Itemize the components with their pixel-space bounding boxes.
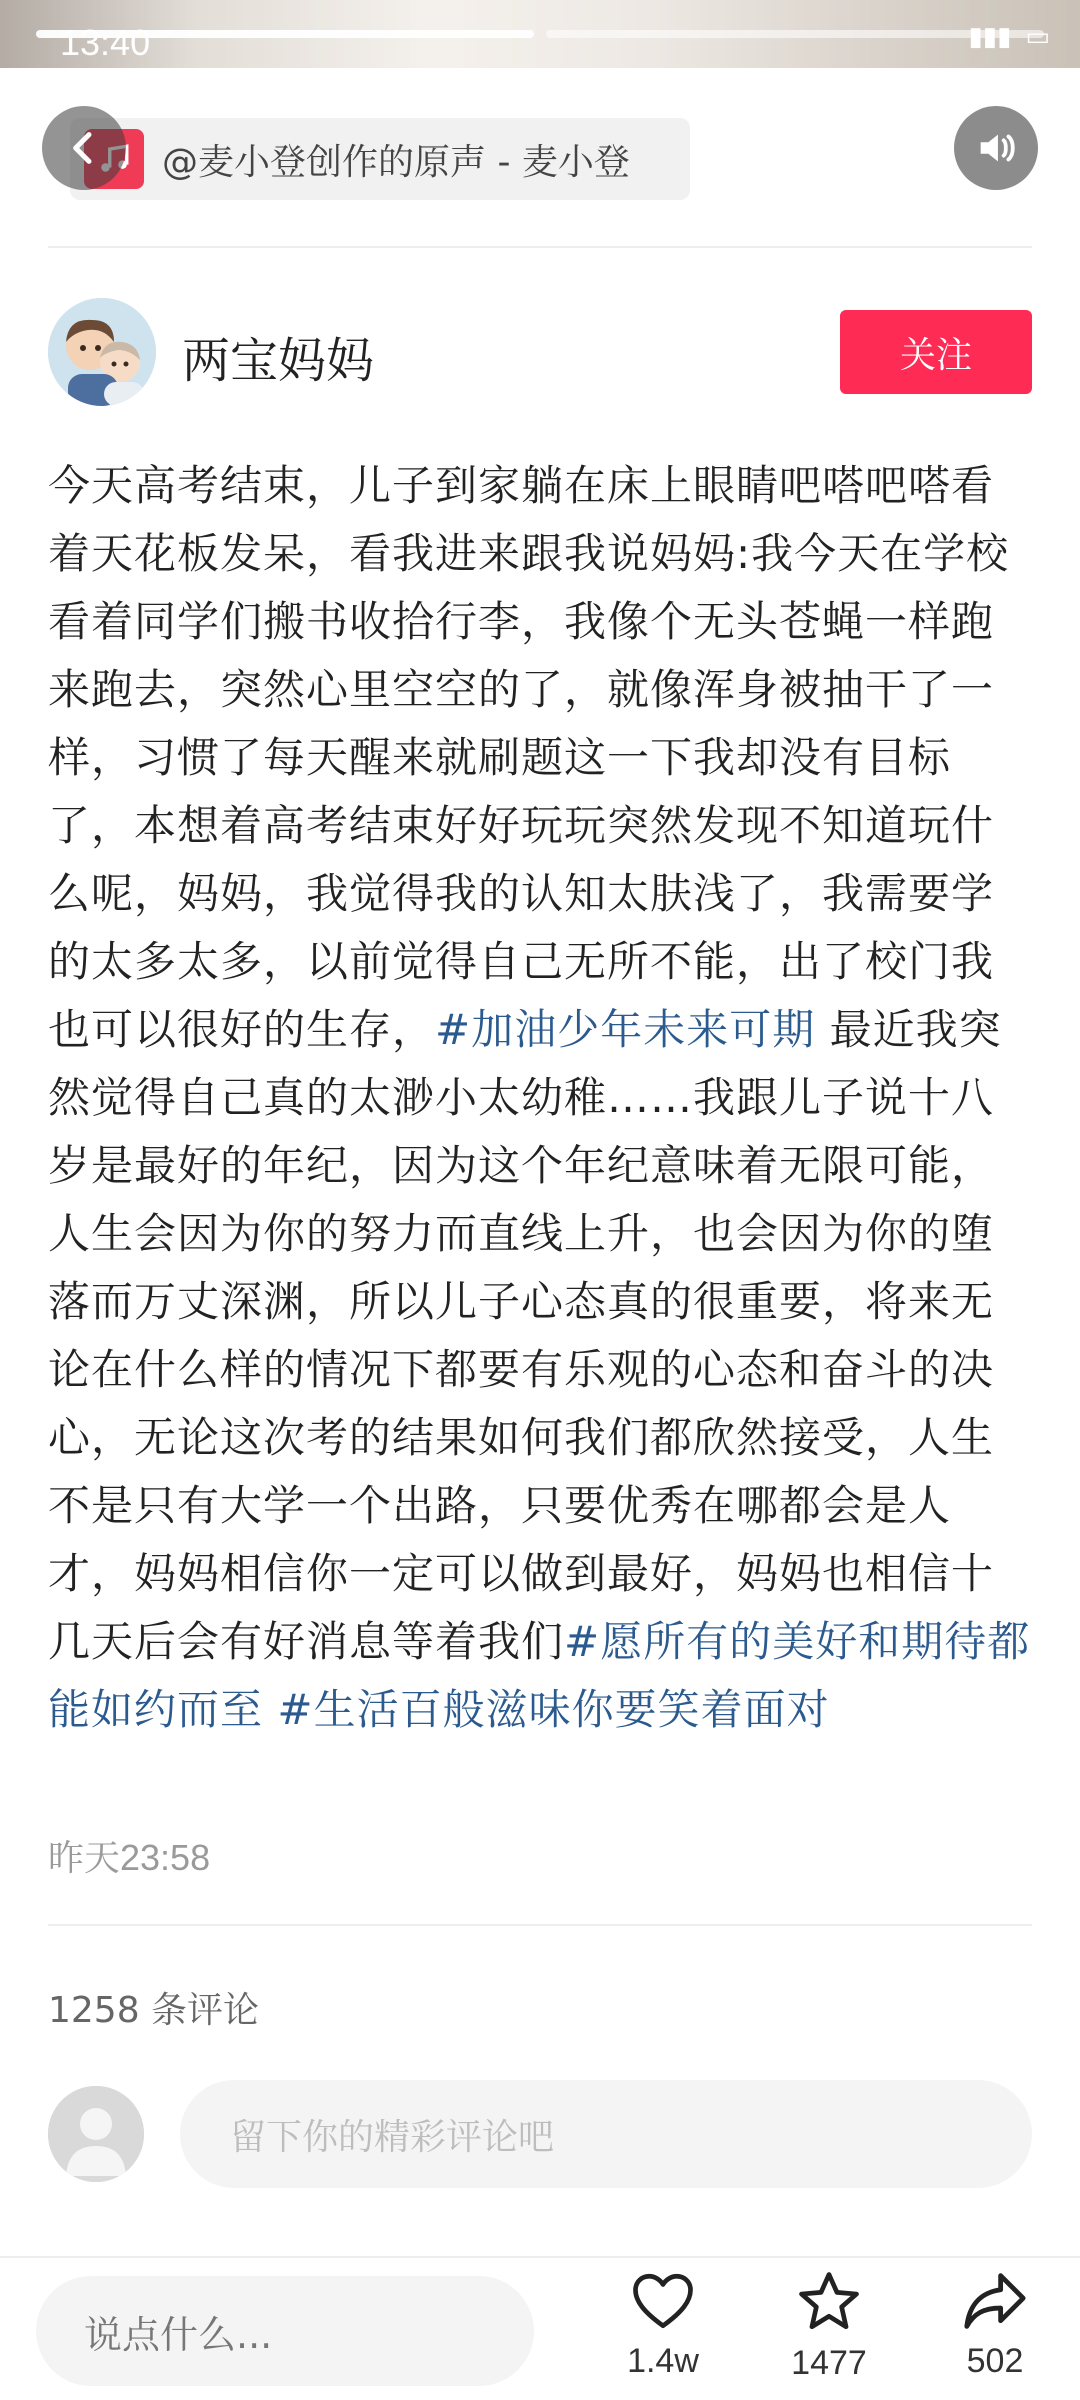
post-body [48,452,1032,1744]
back-arrow-icon [64,128,104,168]
music-label: @麦小登创作的原声 - 麦小登 [162,141,630,183]
favorite-count: 1477 [791,2344,867,2382]
status-time: 13:40 [60,22,151,63]
post-text: 最近我突然觉得自己真的太渺小太幼稚……我跟儿子说十八岁是最好的年纪，因为这个年纪意味着无限可能，人生会因为你的努力而直线上升，也会因为你的堕落而万丈深渊，所以儿子心态真的很重要，将来无论在什么样的情况下都要有乐观的心态和奋斗的决心，无论这次考的结果如何我们都欣然接受，人生不是只有大学一个出路，只要优秀在哪都会是人才，妈妈相信你一定可以做到最好，妈妈也相信十几天后会有好消息等着我们 [48,1005,1002,1666]
share-count: 502 [966,2342,1024,2380]
music-pill[interactable] [70,118,690,200]
follow-button[interactable]: 关注 [840,310,1032,394]
hashtag-link[interactable]: #愿所有的美好和期待都能如约而至 [48,1617,1031,1734]
post-text: 今天高考结束，儿子到家躺在床上眼睛吧嗒吧嗒看着天花板发呆，看我进来跟我说妈妈:我今天在学校看着同学们搬书收拾行李，我像个无头苍蝇一样跑来跑去，突然心里空空的了，就像浑身被抽干了一样，习惯了每天醒来就刷题这一下我却没有目标了，本想着高考结束好好玩玩突然发现不知道玩什么呢，妈妈，我觉得我的认知太肤浅了，我需要学的太多太多，以前觉得自己无所不能，出了校门我也可以很好的生存， [48,461,1010,1054]
back-button[interactable] [42,106,126,190]
like-count: 1.4w [627,2342,699,2380]
post-text [263,1685,277,1734]
hashtag-link[interactable]: #生活百般滋味你要笑着面对 [277,1685,830,1734]
favorite-button[interactable] [764,2270,894,2383]
comment-count: 1258 条评论 [48,1990,260,2031]
author-avatar[interactable] [48,298,156,406]
post-time: 昨天23:58 [48,1837,211,1878]
hashtag-link[interactable]: #加油少年未来可期 [435,1005,816,1054]
video-preview-strip [0,0,1080,68]
user-avatar [48,2086,144,2182]
heart-icon [630,2270,696,2332]
divider-top [48,246,1032,248]
status-icons [968,22,1050,52]
share-arrow-icon [961,2270,1029,2332]
signal-icon: ▮▮▮ [968,22,1012,52]
star-icon [796,2270,862,2334]
speaker-icon [973,125,1019,171]
battery-icon: ▭ [1025,22,1050,52]
sound-toggle-button[interactable] [954,106,1038,190]
divider-comments [48,1924,1032,1926]
author-name[interactable]: 两宝妈妈 [182,333,375,389]
comment-input[interactable]: 留下你的精彩评论吧 [180,2080,1032,2188]
say-something-input[interactable]: 说点什么... [36,2276,534,2386]
share-button[interactable] [930,2270,1060,2381]
like-button[interactable] [598,2270,728,2381]
